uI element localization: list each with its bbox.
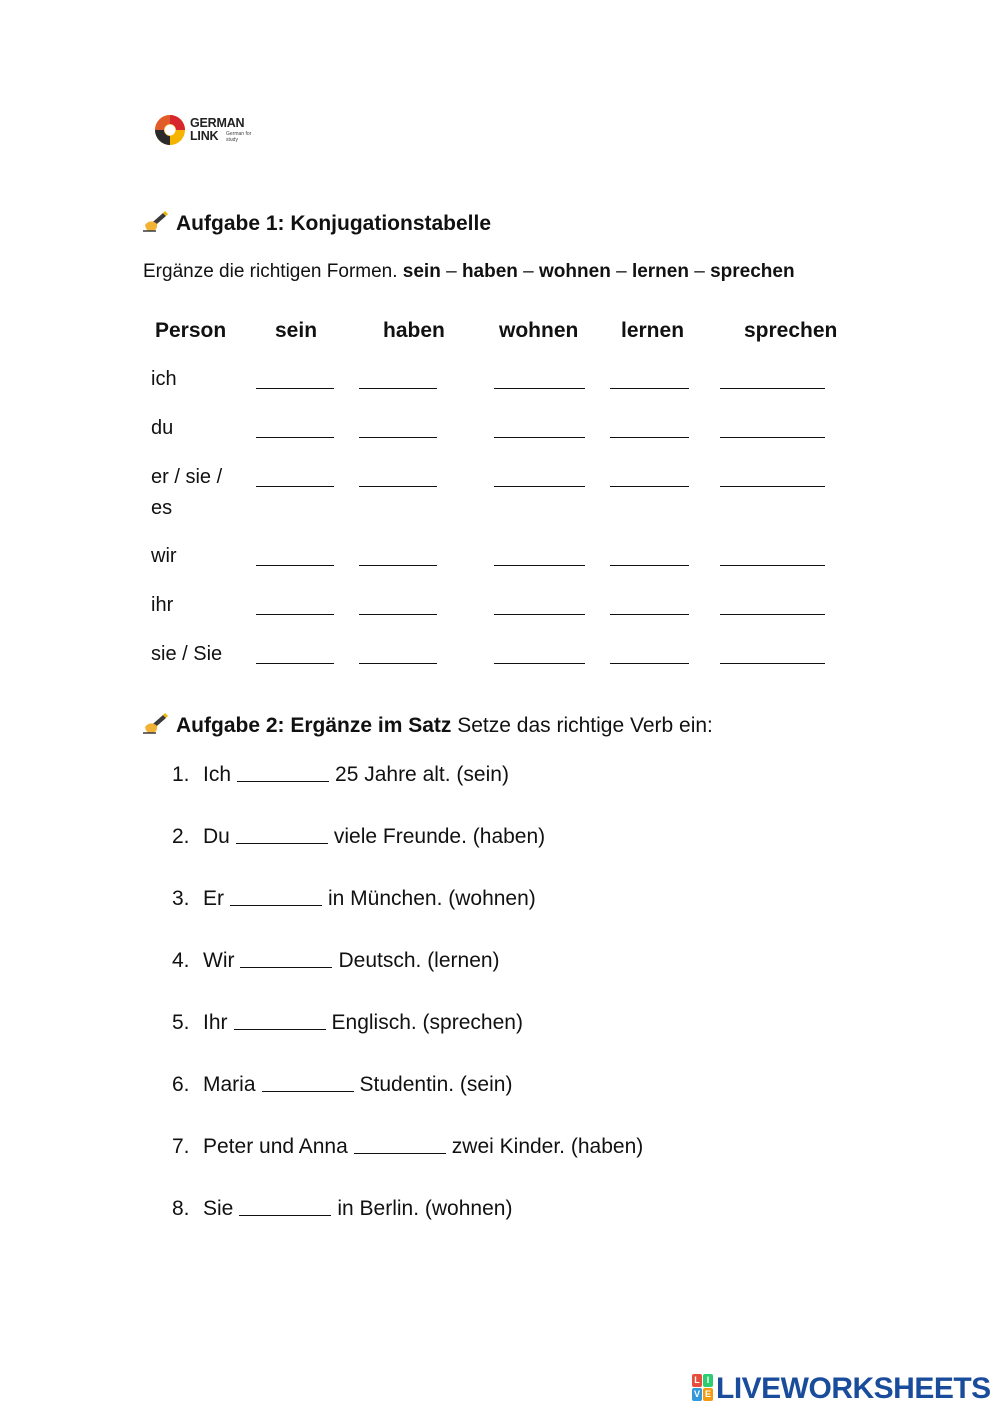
list-item <box>172 824 545 850</box>
blank-ihr-haben[interactable] <box>359 614 437 615</box>
live-letter: I <box>703 1374 713 1387</box>
list-item <box>172 1134 643 1160</box>
table-header-sprechen: sprechen <box>744 319 838 342</box>
item-rest: viele Freunde. (haben) <box>333 825 546 848</box>
blank-ihr-sprechen[interactable] <box>720 614 825 615</box>
german-link-logo <box>154 113 264 149</box>
blank-er-haben[interactable] <box>359 486 437 487</box>
list-item <box>172 948 500 974</box>
blank-er-sein[interactable] <box>256 486 334 487</box>
list-item <box>172 762 509 788</box>
logo-line-2: LINK <box>190 129 219 143</box>
table-header-sein: sein <box>275 319 318 342</box>
item-number: 8. <box>172 1197 190 1220</box>
item-blank[interactable] <box>237 763 329 782</box>
item-blank[interactable] <box>230 887 322 906</box>
exercise-1-heading <box>143 209 491 237</box>
blank-ich-lernen[interactable] <box>610 388 689 389</box>
live-letter: E <box>704 1389 711 1399</box>
item-rest: zwei Kinder. (haben) <box>451 1135 644 1158</box>
blank-ich-sein[interactable] <box>256 388 334 389</box>
exercise-1-title: Aufgabe 1: Konjugationstabelle <box>176 212 492 235</box>
blank-wir-wohnen[interactable] <box>494 565 585 566</box>
verb-sein: sein <box>402 261 441 282</box>
pronoun-ihr: ihr <box>151 594 174 616</box>
blank-ihr-wohnen[interactable] <box>494 614 585 615</box>
item-subject: Wir <box>203 949 235 972</box>
list-item <box>172 886 536 912</box>
separator: – <box>440 261 462 282</box>
item-subject: Ich <box>203 763 232 786</box>
verb-lernen: lernen <box>631 261 689 282</box>
verb-wohnen: wohnen <box>539 261 611 282</box>
blank-er-sprechen[interactable] <box>720 486 825 487</box>
item-number: 2. <box>172 825 190 848</box>
item-number: 1. <box>172 763 190 786</box>
blank-er-lernen[interactable] <box>610 486 689 487</box>
blank-ich-sprechen[interactable] <box>720 388 825 389</box>
instruction-text: Ergänze die richtigen Formen. <box>143 261 403 282</box>
separator: – <box>688 261 711 282</box>
live-blocks-icon <box>692 1374 714 1402</box>
table-header-person: Person <box>155 319 227 342</box>
pronoun-du: du <box>151 417 174 439</box>
item-blank[interactable] <box>239 1197 331 1216</box>
german-link-logo-icon <box>154 114 186 146</box>
item-number: 4. <box>172 949 190 972</box>
item-number: 7. <box>172 1135 190 1158</box>
blank-du-sprechen[interactable] <box>720 437 825 438</box>
item-rest: Studentin. (sein) <box>359 1073 513 1096</box>
separator: – <box>610 261 632 282</box>
item-blank[interactable] <box>240 949 332 968</box>
blank-du-haben[interactable] <box>359 437 437 438</box>
logo-line-1: GERMAN <box>190 116 245 130</box>
item-subject: Du <box>203 825 230 848</box>
item-rest: 25 Jahre alt. (sein) <box>335 763 509 786</box>
item-rest: in Berlin. (wohnen) <box>337 1197 513 1220</box>
list-item <box>172 1196 512 1222</box>
pronoun-ich: ich <box>151 368 177 390</box>
item-subject: Maria <box>203 1073 256 1096</box>
item-number: 5. <box>172 1011 190 1034</box>
item-blank[interactable] <box>234 1011 326 1030</box>
item-blank[interactable] <box>236 825 328 844</box>
item-blank[interactable] <box>354 1135 446 1154</box>
verb-sprechen: sprechen <box>710 261 795 282</box>
pronoun-sie-Sie: sie / Sie <box>151 643 223 665</box>
pronoun-wir: wir <box>151 545 177 567</box>
blank-wir-lernen[interactable] <box>610 565 689 566</box>
live-letter: V <box>693 1389 700 1399</box>
item-subject: Peter und Anna <box>203 1135 348 1158</box>
blank-sie-sein[interactable] <box>256 663 334 664</box>
live-letter: L <box>692 1374 702 1387</box>
blank-sie-lernen[interactable] <box>610 663 689 664</box>
pronoun-er-sie-es: er / sie / es <box>151 466 223 519</box>
liveworksheets-logo <box>692 1372 992 1406</box>
item-rest: Englisch. (sprechen) <box>331 1011 523 1034</box>
table-header-wohnen: wohnen <box>499 319 579 342</box>
blank-sie-haben[interactable] <box>359 663 437 664</box>
exercise-2-title: Aufgabe 2: Ergänze im Satz <box>176 714 452 737</box>
exercise-2-instruction: Setze das richtige Verb ein: <box>451 714 713 737</box>
separator: – <box>517 261 540 282</box>
table-header-haben: haben <box>383 319 445 342</box>
item-number: 6. <box>172 1073 190 1096</box>
item-subject: Sie <box>203 1197 234 1220</box>
blank-du-wohnen[interactable] <box>494 437 585 438</box>
blank-sie-sprechen[interactable] <box>720 663 825 664</box>
blank-er-wohnen[interactable] <box>494 486 585 487</box>
blank-sie-wohnen[interactable] <box>494 663 585 664</box>
exercise-1-instruction <box>143 260 795 284</box>
blank-ihr-lernen[interactable] <box>610 614 689 615</box>
item-rest: Deutsch. (lernen) <box>338 949 500 972</box>
blank-ich-haben[interactable] <box>359 388 437 389</box>
table-header-lernen: lernen <box>621 319 685 342</box>
writing-hand-icon <box>143 711 169 735</box>
blank-du-lernen[interactable] <box>610 437 689 438</box>
blank-du-sein[interactable] <box>256 437 334 438</box>
verb-haben: haben <box>461 261 518 282</box>
item-blank[interactable] <box>262 1073 354 1092</box>
list-item <box>172 1072 512 1098</box>
exercise-2-heading <box>143 711 713 739</box>
liveworksheets-wordmark: LIVEWORKSHEETS <box>716 1372 991 1405</box>
item-rest: in München. (wohnen) <box>328 887 536 910</box>
item-number: 3. <box>172 887 190 910</box>
blank-wir-haben[interactable] <box>359 565 437 566</box>
blank-wir-sprechen[interactable] <box>720 565 825 566</box>
blank-wir-sein[interactable] <box>256 565 334 566</box>
item-subject: Er <box>203 887 224 910</box>
logo-tagline: German for study <box>226 131 252 143</box>
item-subject: Ihr <box>203 1011 228 1034</box>
list-item <box>172 1010 523 1036</box>
blank-ich-wohnen[interactable] <box>494 388 585 389</box>
writing-hand-icon <box>143 209 169 233</box>
blank-ihr-sein[interactable] <box>256 614 334 615</box>
